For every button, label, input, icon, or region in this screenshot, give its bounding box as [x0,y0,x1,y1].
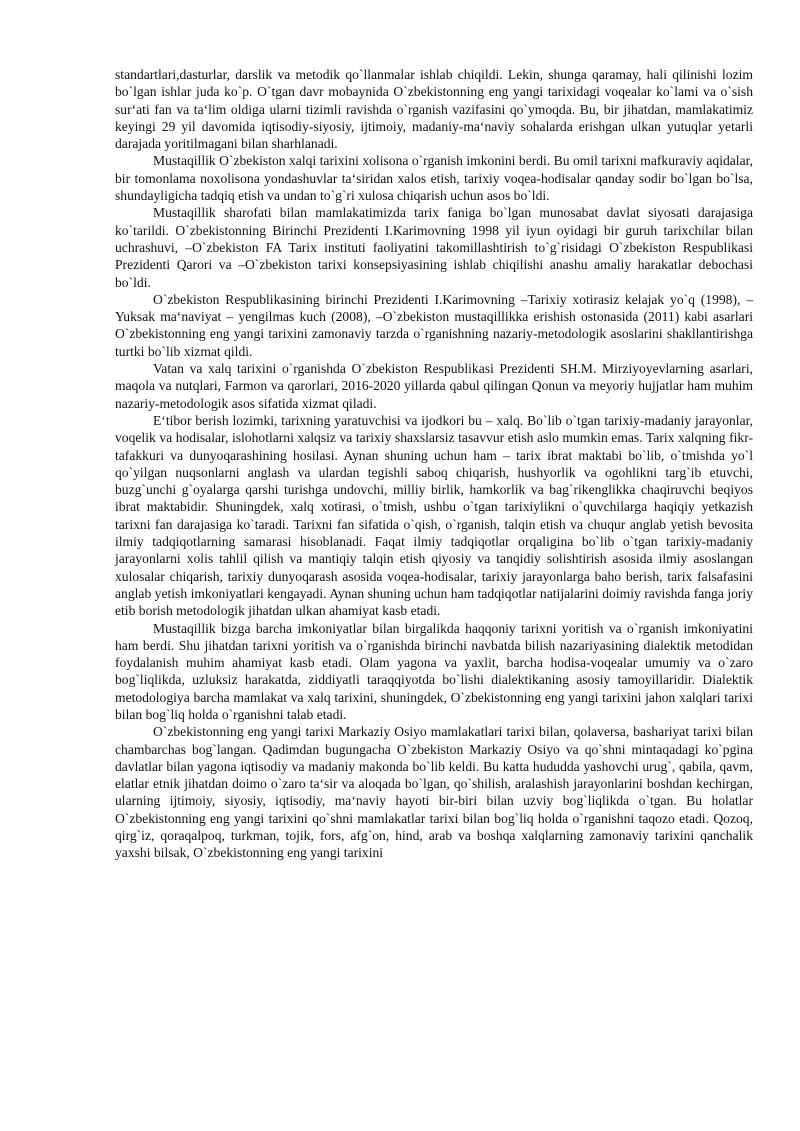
paragraph-8: O`zbekistonning eng yangi tarixi Markaziy Osiyo mamlakatlari tarixi bilan, qolaversa, bashariyat tarixi bilan chambarchas bog`langan. Qadimdan bugungacha O`zbekiston Markaziy Osiyo va qo`shni mintaqadagi ko`pgina davlatlar bilan yagona iqtisodiy va madaniy makonda bo`lib keldi. Bu katta hududda yashovchi urug`, qabila, qavm, elatlar etnik jihatdan doimo o`zaro ta‘sir va aloqada bo`lgan, qo`shilish, aralashish jarayonlarini boshdan kechirgan, ularning ijtimoiy, siyosiy, iqtisodiy, ma‘naviy hayoti bir-biri bilan uzviy bog`liqlikda o`tgan. Bu holatlar O`zbekistonning eng yangi tarixini qo`shni mamlakatlar tarixi bilan bog`liq holda o`rganishni taqozo etadi. Qozoq, qirg`iz, qoraqalpoq, turkman, tojik, fors, afg`on, hind, arab va boshqa xalqlarning zamonaviy tarixini qanchalik yaxshi bilsak, O`zbekistonning eng yangi tarixini [115,724,753,861]
document-body [115,66,753,862]
paragraph-4: O`zbekiston Respublikasining birinchi Prezidenti I.Karimovning –Tarixiy xotirasiz kelajak yo`q (1998), –Yuksak ma‘naviyat – yengilmas kuch (2008), –O`zbekiston mustaqillikka erishish ostonasida (2011) kabi asarlari O`zbekistonning eng yangi tarixini zamonaviy tarzda o`rganishning nazariy-metodologik asoslarini shakllantirishga turtki bo`lib xizmat qildi. [115,291,753,359]
paragraph-7: Mustaqillik bizga barcha imkoniyatlar bilan birgalikda haqqoniy tarixni yoritish va o`rganish imkoniyatini ham berdi. Shu jihatdan tarixni yoritish va o`rganishda birinchi navbatda bilish nazariyasining dialektik metodidan foydalanish muhim ahamiyat kasb etadi. Olam yagona va yaxlit, barcha hodisa-voqealar umumiy va o`zaro bog`liqlikda, uzluksiz harakatda, ziddiyatli taraqqiyotda bo`lishi dialektikaning asosiy tamoyillaridir. Dialektik metodologiya barcha mamlakat va xalq tarixini, shuningdek, O`zbekistonning eng yangi tarixini jahon xalqlari tarixi bilan bog`liq holda o`rganishni talab etadi. [115,620,753,722]
paragraph-3: Mustaqillik sharofati bilan mamlakatimizda tarix faniga bo`lgan munosabat davlat siyosati darajasiga ko`tarildi. O`zbekistonning Birinchi Prezidenti I.Karimovning 1998 yil iyun oyidagi bir guruh tarixchilar bilan uchrashuvi, –O`zbekiston FA Tarix instituti faoliyatini takomillashtirish to`g`risidagi O`zbekiston Respublikasi Prezidenti Qarori va –O`zbekiston tarixi konsepsiyasining ishlab chiqilishi anashu amaliy harakatlar debochasi bo`ldi. [115,205,753,290]
paragraph-6: E‘tibor berish lozimki, tarixning yaratuvchisi va ijodkori bu – xalq. Bo`lib o`tgan tarixiy-madaniy jarayonlar, voqelik va hodisalar, islohotlarni xalqsiz va tarixiy shaxslarsiz tasavvur etish aslo mumkin emas. Tarix xalqning fikr-tafakkuri va dunyoqarashining hosilasi. Aynan shuning uchun ham – tarix ibrat maktabi bo`lib, o`tmishda yo`l qo`yilgan nuqsonlarni anglash va ulardan tegishli saboq chiqarish, hushyorlik va ogohlikni targ`ib etuvchi, buzg`unchi g`oyalarga qarshi turishga undovchi, milliy birlik, hamkorlik va bag`rikenglikka chaqiruvchi beqiyos ibrat maktabidir. Shuningdek, xalq xotirasi, o`tmish, ushbu o`tgan tarixiylikni o`quvchilarga haqiqiy yetkazish tarixni fan darajasiga ko`taradi. Tarixni fan sifatida o`qish, o`rganish, talqin etish va chuqur anglab yetish bevosita ilmiy tadqiqotlarning samarasi hisoblanadi. Faqat ilmiy tadqiqotlar orqaligina bo`lib o`tgan tarixiy-madaniy jarayonlarni xolis tahlil qilish va mantiqiy talqin etish qiyosiy va tanqidiy solishtirish asosida ilmiy asoslangan xulosalar chiqarish, tarixiy dunyoqarash asosida voqea-hodisalar, tarixiy jarayonlarga baho berish, tarix falsafasini anglab yetish imkoniyatlari kengayadi. Aynan shuning uchun ham tadqiqotlar natijalarini doimiy ravishda fanga joriy etib borish metodologik jihatdan ulkan ahamiyat kasb etadi. [115,412,753,619]
paragraph-5: Vatan va xalq tarixini o`rganishda O`zbekiston Respublikasi Prezidenti SH.M. Mirziyoyevlarning asarlari, maqola va nutqlari, Farmon va qarorlari, 2016-2020 yillarda qabul qilingan Qonun va meyoriy hujjatlar ham muhim nazariy-metodologik asos sifatida xizmat qiladi. [115,361,753,411]
paragraph-2: Mustaqillik O`zbekiston xalqi tarixini xolisona o`rganish imkonini berdi. Bu omil tarixni mafkuraviy aqidalar, bir tomonlama noxolisona yondashuvlar ta‘siridan xalos etish, tarixiy voqea-hodisalar qanday sodir bo`lgan bo`lsa, shundayligicha tadqiq etish va undan to`g`ri xulosa chiqarish uchun asos bo`ldi. [115,153,753,204]
paragraph-1: standartlari,dasturlar, darslik va metodik qo`llanmalar ishlab chiqildi. Lekin, shunga qaramay, hali qilinishi lozim bo`lgan ishlar juda ko`p. O`tgan davr mobaynida O`zbekistonning eng yangi tarixidagi voqealar ko`lami va o`sish sur‘ati fan va ta‘lim oldiga ularni tizimli ravishda o`rganish vazifasini qo`ymoqda. Bu, bir jihatdan, mamlakatimiz keyingi 29 yil davomida iqtisodiy-siyosiy, ijtimoiy, madaniy-ma‘naviy sohalarda erishgan ulkan yutuqlar yetarli darajada yoritilmagani bilan sharhlanadi. [115,67,753,152]
